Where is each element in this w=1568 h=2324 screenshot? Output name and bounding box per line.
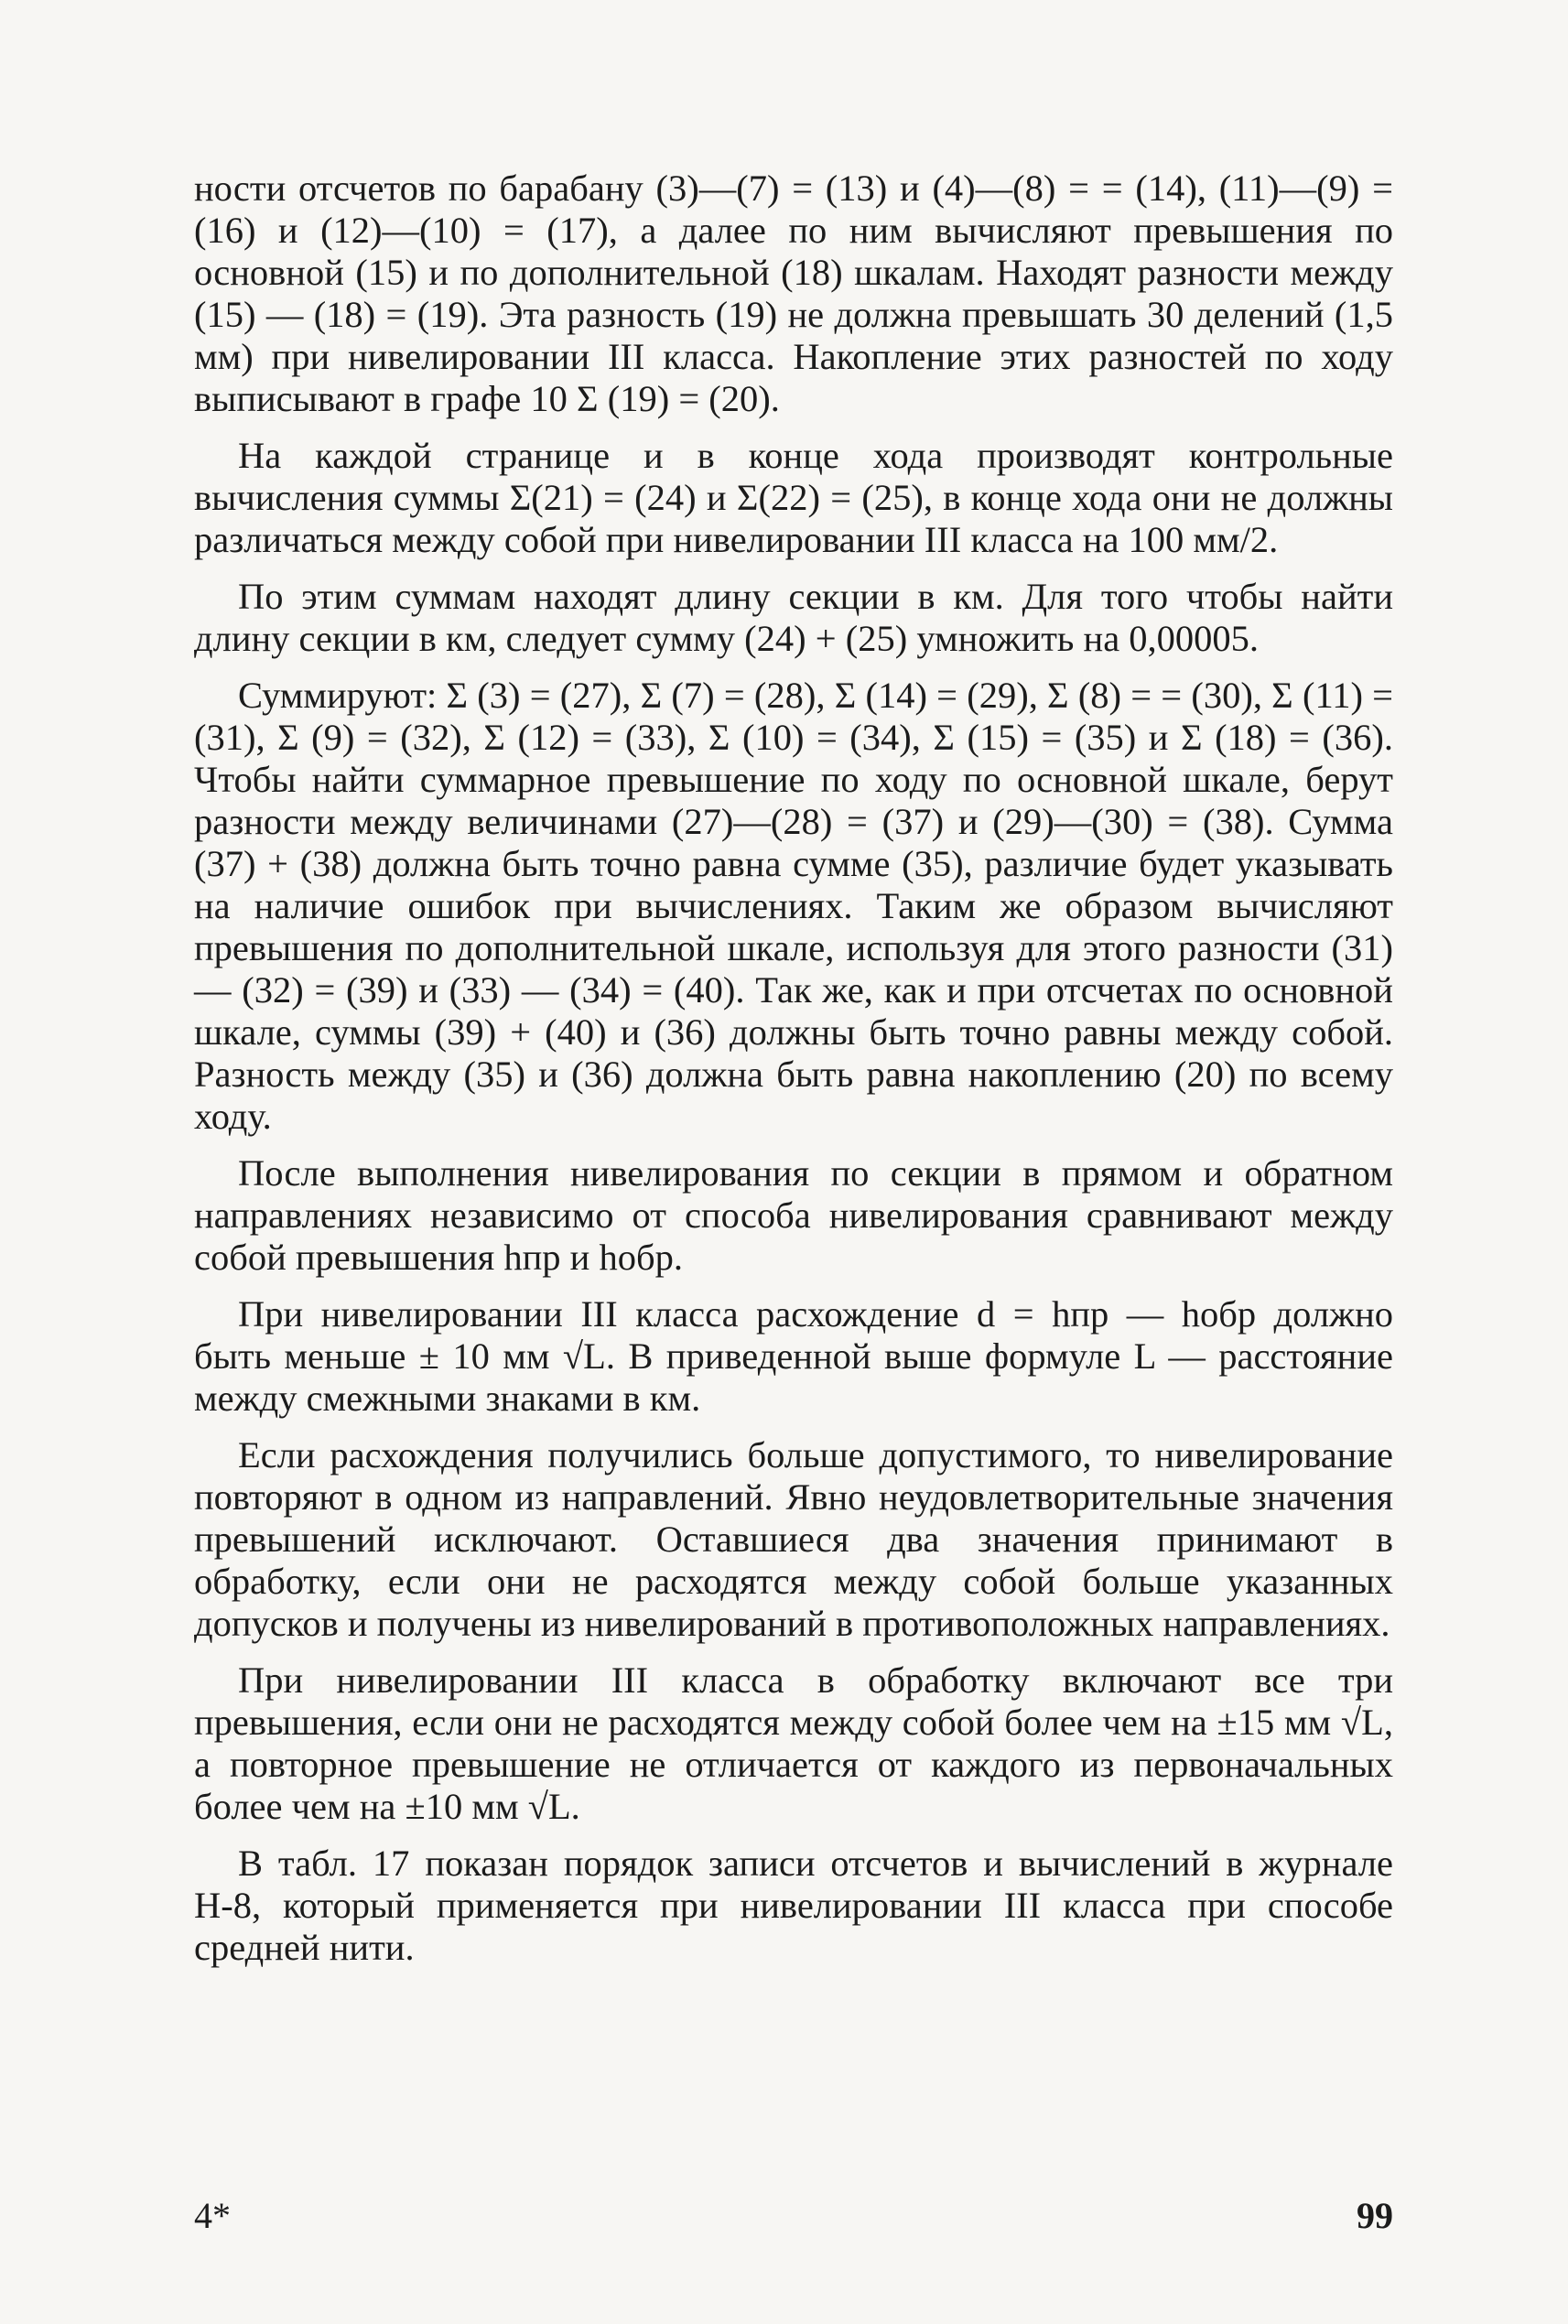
page-number: 99 [1357,2195,1393,2236]
signature-mark: 4* [194,2195,231,2236]
paragraph-8: При нивелировании III класса в обработку включают все три превышения, если они не расходятся между собой более чем на ±15 мм √L, а повторное превышение не отличается от каждого из первоначальных более чем на ±10 мм √L. [194,1659,1393,1827]
paragraph-9: В табл. 17 показан порядок записи отсчетов и вычислений в журнале Н-8, который применяется при нивелировании III класса при способе средней нити. [194,1843,1393,1968]
paragraph-1: ности отсчетов по барабану (3)—(7) = (13) и (4)—(8) = = (14), (11)—(9) = (16) и (12)—(10) = (17), а далее по ним вычисляют превышения по основной (15) и по дополнительной (18) шкалам. Находят разности между (15) — (18) = (19). Эта разность (19) не должна превышать 30 делений (1,5 мм) при нивелировании III класса. Накопление этих разностей по ходу выписывают в графе 10 Σ (19) = (20). [194,168,1393,419]
paragraph-4: Суммируют: Σ (3) = (27), Σ (7) = (28), Σ (14) = (29), Σ (8) = = (30), Σ (11) = (31), Σ (9) = (32), Σ (12) = (33), Σ (10) = (34), Σ (15) = (35) и Σ (18) = (36). Чтобы найти суммарное превышение по ходу по основной шкале, берут разности между величинами (27)—(28) = (37) и (29)—(30) = (38). Сумма (37) + (38) должна быть точно равна сумме (35), различие будет указывать на наличие ошибок при вычислениях. Таким же образом вычисляют превышения по дополнительной шкале, используя для этого разности (31) — (32) = (39) и (33) — (34) = (40). Так же, как и при отсчетах по основной шкале, суммы (39) + (40) и (36) должны быть точно равны между собой. Разность между (35) и (36) должна быть равна накоплению (20) по всему ходу. [194,675,1393,1137]
paragraph-7: Если расхождения получились больше допустимого, то нивелирование повторяют в одном из направлений. Явно неудовлетворительные значения превышений исключают. Оставшиеся два значения принимают в обработку, если они не расходятся между собой больше указанных допусков и получены из нивелирований в противоположных направлениях. [194,1434,1393,1644]
body-text [194,168,1393,1984]
paragraph-3: По этим суммам находят длину секции в км. Для того чтобы найти длину секции в км, следует сумму (24) + (25) умножить на 0,00005. [194,576,1393,659]
paragraph-6: При нивелировании III класса расхождение d = hпр — hобр должно быть меньше ± 10 мм √L. В приведенной выше формуле L — расстояние между смежными знаками в км. [194,1293,1393,1419]
paragraph-5: После выполнения нивелирования по секции в прямом и обратном направлениях независимо от способа нивелирования сравнивают между собой превышения hпр и hобр. [194,1152,1393,1278]
paragraph-2: На каждой странице и в конце хода производят контрольные вычисления суммы Σ(21) = (24) и Σ(22) = (25), в конце хода они не должны различаться между собой при нивелировании III класса на 100 мм/2. [194,435,1393,560]
